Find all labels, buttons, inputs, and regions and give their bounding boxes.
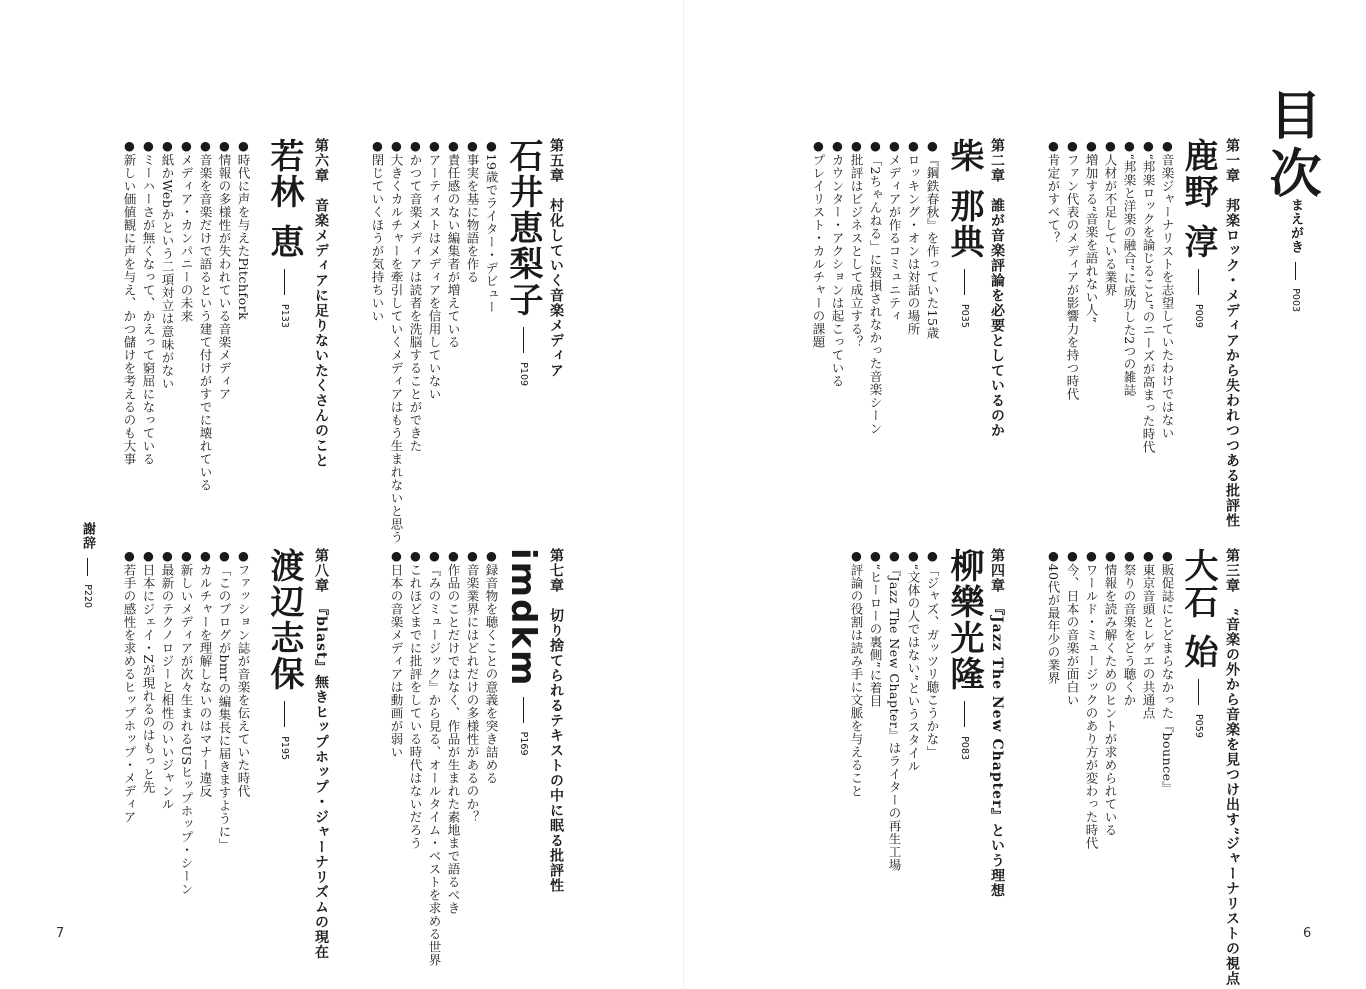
- chapter-1-item-1: ●音楽ジャーナリストを志望していたわけではない: [1160, 138, 1175, 440]
- maegaki-entry[interactable]: [1286, 198, 1305, 312]
- leader-line: [1198, 269, 1199, 295]
- chapter-6-item-1: ●時代に声を与えたPitchfork: [236, 138, 251, 321]
- chapter-8-item-7: ●若手の感性を求めるヒップホップ・メディア: [122, 548, 137, 824]
- chapter-1-item-5: ●増加する“音楽を語れない人”: [1084, 138, 1099, 324]
- chapter-8-item-6: ●日本にジェイ・Zが現れるのはもっと先: [141, 548, 156, 794]
- chapter-3-item-2: ●東京音頭とレゲエの共通点: [1141, 548, 1156, 720]
- chapter-6-item-4: ●メディア・カンパニーの未来: [179, 138, 194, 323]
- chapter-2-page: P035: [959, 304, 970, 328]
- maegaki-page: P003: [1290, 288, 1301, 313]
- chapter-5-page: P109: [518, 362, 529, 387]
- chapter-1-heading: 第一章 邦楽ロック・メディアから失われつつある批評性: [1224, 138, 1240, 528]
- chapter-3-author-block[interactable]: [1178, 548, 1218, 738]
- chapter-5-item-4: ●アーティストはメディアを信用していない: [427, 138, 442, 401]
- shaji-page: P220: [82, 584, 93, 609]
- chapter-3-page: P059: [1193, 714, 1204, 738]
- chapter-8-item-4: ●新しいメディアが次々生まれるUSヒップホップ・シーン: [179, 548, 194, 896]
- chapter-7-item-4: ●『みのミュージック』から見る、オールタイム・ベストを求める世界: [427, 548, 442, 967]
- chapter-8-heading: 第八章 『blast』無きヒップホップ・ジャーナリズムの現在: [313, 548, 329, 960]
- page-number-right: 6: [1303, 926, 1312, 941]
- chapter-2-item-3: ●メディアが作るコミュニティ: [887, 138, 902, 323]
- chapter-8-item-3: ●カルチャーを理解しないのはマナー違反: [198, 548, 213, 798]
- chapter-1-author-block[interactable]: [1178, 138, 1218, 328]
- chapter-8-author-block[interactable]: [264, 548, 304, 760]
- chapter-5-item-1: ●19歳でライター・デビュー: [484, 138, 499, 314]
- chapter-1-author: 鹿野 淳: [1178, 138, 1218, 260]
- maegaki-label: まえがき: [1288, 198, 1303, 254]
- chapter-5-item-3: ●責任感のない編集者が増えている: [446, 138, 461, 349]
- chapter-6-heading: 第六章 音楽メディアに足りないたくさんのこと: [313, 138, 329, 468]
- chapter-1-page: P009: [1193, 304, 1204, 328]
- chapter-6-item-6: ●ミーハーさが無くなって、かえって窮屈になっている: [141, 138, 156, 466]
- chapter-2-item-2: ●ロッキング・オンは対話の場所: [906, 138, 921, 336]
- toc-title: 目次: [1260, 88, 1321, 204]
- chapter-3-item-6: ●今、日本の音楽が面白い: [1065, 548, 1080, 707]
- chapter-3-item-4: ●情報を読み解くためのヒントが求められている: [1103, 548, 1118, 837]
- page-number-left: 7: [56, 926, 65, 941]
- chapter-7-item-3: ●作品のことだけではなく、作品が生まれた素地まで語るべき: [446, 548, 461, 915]
- chapter-6-author: 若林 恵: [264, 138, 304, 260]
- chapter-8-page: P195: [279, 736, 290, 761]
- chapter-7-item-5: ●これほどまでに批評をしている時代はないだろう: [408, 548, 423, 850]
- chapter-7-item-2: ●音楽業界にはどれだけの多様性があるのか？: [465, 548, 480, 824]
- chapter-7-item-6: ●日本の音楽メディアは動画が弱い: [389, 548, 404, 759]
- chapter-7-author: imdkm: [503, 548, 543, 688]
- chapter-7-page: P169: [518, 731, 529, 756]
- chapter-2-heading: 第二章 誰が音楽評論を必要としているのか: [989, 138, 1005, 438]
- leader-line: [1295, 262, 1296, 280]
- chapter-2-item-4: ●「2ちゃんねる」に毀損されなかった音楽シーン: [868, 138, 883, 435]
- leader-line: [964, 269, 965, 295]
- leader-line: [284, 269, 285, 295]
- chapter-8-item-2: ●「このブログがbmrの編集長に届きますように」: [217, 548, 232, 851]
- shaji-entry[interactable]: [78, 522, 97, 608]
- chapter-6-page: P133: [279, 304, 290, 328]
- chapter-3-item-1: ●販促誌にとどまらなかった『bounce』: [1160, 548, 1175, 795]
- leader-line: [964, 701, 965, 727]
- chapter-4-item-5: ●評論の役割は読み手に文脈を与えること: [849, 548, 864, 798]
- chapter-5-item-6: ●大きくカルチャーを牽引していくメディアはもう生まれないと思う: [389, 138, 404, 544]
- chapter-4-item-4: ●“ヒーローの裏側”に着目: [868, 548, 883, 708]
- chapter-6-item-3: ●音楽を音楽だけで語るという建て付けがすでに壊れている: [198, 138, 213, 492]
- shaji-label: 謝辞: [80, 522, 95, 550]
- chapter-5-item-5: ●かつて音楽メディアは読者を洗脳することができた: [408, 138, 423, 453]
- chapter-8-item-1: ●ファッション誌が音楽を伝えていた時代: [236, 548, 251, 798]
- chapter-1-item-3: ●“邦楽と洋楽の融合”に成功した2つの雑誌: [1122, 138, 1137, 397]
- chapter-5-item-7: ●閉じていくほうが気持ちいい: [370, 138, 385, 323]
- leader-line: [87, 558, 88, 576]
- chapter-7-item-1: ●録音物を聴くことの意義を突き詰める: [484, 548, 499, 785]
- chapter-2-item-1: ●『鋼鉄春秋』を作っていた15歳: [925, 138, 940, 340]
- chapter-4-heading: 第四章 『Jazz The New Chapter』という理想: [989, 548, 1005, 899]
- chapter-2-author-block[interactable]: [944, 138, 984, 328]
- chapter-4-author-block[interactable]: [944, 548, 984, 760]
- chapter-2-item-6: ●カウンター・アクションは起こっている: [830, 138, 845, 388]
- chapter-3-item-7: ●40代が最年少の業界: [1046, 548, 1061, 685]
- chapter-4-item-2: ●“文体の人ではない”というスタイル: [906, 548, 921, 773]
- chapter-5-author: 石井恵梨子: [503, 138, 543, 318]
- chapter-2-author: 柴 那典: [944, 138, 984, 260]
- chapter-5-heading: 第五章 村化していく音楽メディア: [548, 138, 564, 378]
- chapter-3-author: 大石 始: [1178, 548, 1218, 670]
- leader-line: [523, 697, 524, 723]
- leader-line: [1198, 679, 1199, 705]
- chapter-1-item-4: ●人材が不足している業界: [1103, 138, 1118, 297]
- chapter-5-item-2: ●事実を基に物語を作る: [465, 138, 480, 284]
- chapter-2-item-5: ●批評はビジネスとして成立する？: [849, 138, 864, 349]
- chapter-6-item-5: ●紙かWebかという二項対立は意味がない: [160, 138, 175, 391]
- leader-line: [284, 701, 285, 727]
- chapter-3-item-5: ●ワールド・ミュージックのあり方が変わった時代: [1084, 548, 1099, 850]
- chapter-2-item-7: ●プレイリスト・カルチャーの課題: [811, 138, 826, 349]
- chapter-4-author: 柳樂光隆: [944, 548, 984, 692]
- chapter-1-item-6: ●ファン代表のメディアが影響力を持つ時代: [1065, 138, 1080, 401]
- chapter-3-heading: 第三章 “音楽の外から音楽を見つけ出す”ジャーナリストの視点: [1224, 548, 1240, 987]
- chapter-8-author: 渡辺志保: [264, 548, 304, 692]
- chapter-4-item-3: ●『Jazz The New Chapter』はライターの再生工場: [887, 548, 902, 872]
- chapter-4-page: P083: [959, 736, 970, 761]
- chapter-7-heading: 第七章 切り捨てられるテキストの中に眠る批評性: [548, 548, 564, 893]
- chapter-3-item-3: ●祭りの音楽をどう聴くか: [1122, 548, 1137, 707]
- chapter-5-author-block[interactable]: [503, 138, 543, 386]
- chapter-7-author-block[interactable]: [503, 548, 543, 756]
- chapter-6-item-2: ●情報の多様性が失われている音楽メディア: [217, 138, 232, 401]
- chapter-8-item-5: ●最新のテクノロジーと相性のいいジャンル: [160, 548, 175, 811]
- chapter-6-item-7: ●新しい価値観に声を与え、かつ儲けを考えるのも大事: [122, 138, 137, 466]
- chapter-4-item-1: ●「ジャズ、ガッツリ聴こうかな」: [925, 548, 940, 759]
- chapter-6-author-block[interactable]: [264, 138, 304, 328]
- gutter: [683, 0, 684, 989]
- chapter-1-item-7: ●肯定がすべて？: [1046, 138, 1061, 245]
- chapter-1-item-2: ●“邦楽ロックを論じること”のニーズが高まった時代: [1141, 138, 1156, 454]
- leader-line: [523, 327, 524, 353]
